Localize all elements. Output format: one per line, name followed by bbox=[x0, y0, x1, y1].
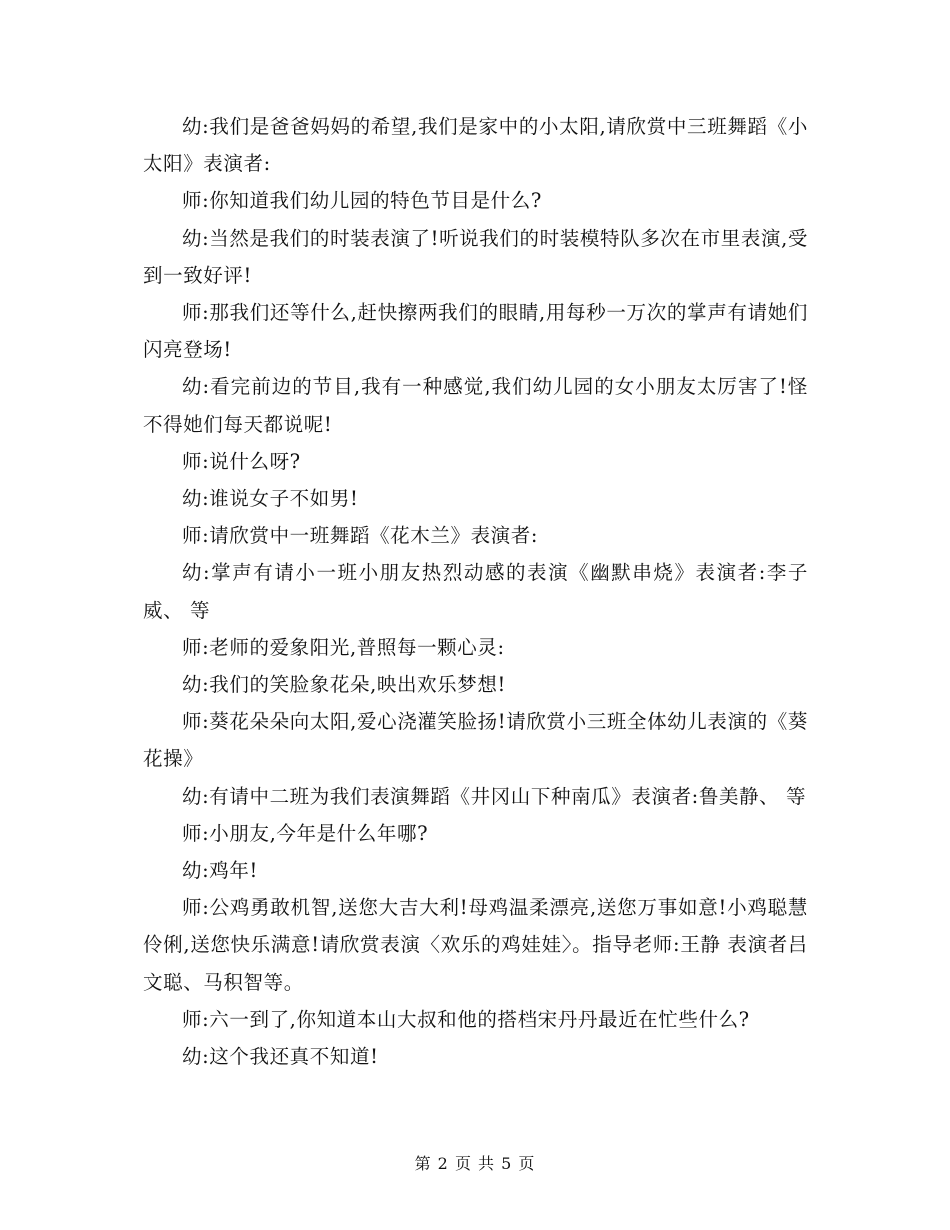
page-number-footer: 第 2 页 共 5 页 bbox=[414, 1154, 536, 1173]
dialogue-paragraph: 幼:我们的笑脸象花朵,映出欢乐梦想! bbox=[182, 673, 506, 697]
dialogue-paragraph: 幼:掌声有请小一班小朋友热烈动感的表演《幽默串烧》表演者:李子威、 等 bbox=[143, 561, 808, 622]
dialogue-paragraph: 幼:我们是爸爸妈妈的希望,我们是家中的小太阳,请欣赏中三班舞蹈《小太阳》表演者: bbox=[143, 115, 808, 176]
dialogue-paragraph: 师:说什么呀? bbox=[182, 449, 301, 473]
dialogue-paragraph: 师:请欣赏中一班舞蹈《花木兰》表演者: bbox=[182, 524, 539, 548]
dialogue-paragraph: 师:你知道我们幼儿园的特色节目是什么? bbox=[182, 189, 542, 213]
dialogue-paragraph: 幼:有请中二班为我们表演舞蹈《井冈山下种南瓜》表演者:鲁美静、 等 bbox=[182, 784, 807, 808]
dialogue-paragraph: 师:六一到了,你知道本山大叔和他的搭档宋丹丹最近在忙些什么? bbox=[182, 1007, 750, 1031]
dialogue-paragraph: 幼:谁说女子不如男! bbox=[182, 487, 359, 511]
dialogue-paragraph: 幼:这个我还真不知道! bbox=[182, 1045, 379, 1069]
document-body bbox=[143, 108, 808, 1075]
dialogue-paragraph: 师:那我们还等什么,赶快擦两我们的眼睛,用每秒一万次的掌声有请她们闪亮登场! bbox=[143, 301, 808, 362]
dialogue-paragraph: 师:公鸡勇敢机智,送您大吉大利!母鸡温柔漂亮,送您万事如意!小鸡聪慧伶俐,送您快乐满意!请欣赏表演〈欢乐的鸡娃娃〉。指导老师:王静 表演者吕文聪、马积智等。 bbox=[143, 896, 808, 994]
dialogue-paragraph: 幼:看完前边的节目,我有一种感觉,我们幼儿园的女小朋友太厉害了!怪不得她们每天都说呢! bbox=[143, 375, 808, 436]
dialogue-paragraph: 幼:当然是我们的时装表演了!听说我们的时装模特队多次在市里表演,受到一致好评! bbox=[143, 226, 808, 287]
dialogue-paragraph: 师:葵花朵朵向太阳,爱心浇灌笑脸扬!请欣赏小三班全体幼儿表演的《葵花操》 bbox=[143, 710, 808, 771]
dialogue-paragraph: 师:小朋友,今年是什么年哪? bbox=[182, 821, 429, 845]
dialogue-paragraph: 幼:鸡年! bbox=[182, 859, 258, 883]
dialogue-paragraph: 师:老师的爱象阳光,普照每一颗心灵: bbox=[182, 635, 505, 659]
